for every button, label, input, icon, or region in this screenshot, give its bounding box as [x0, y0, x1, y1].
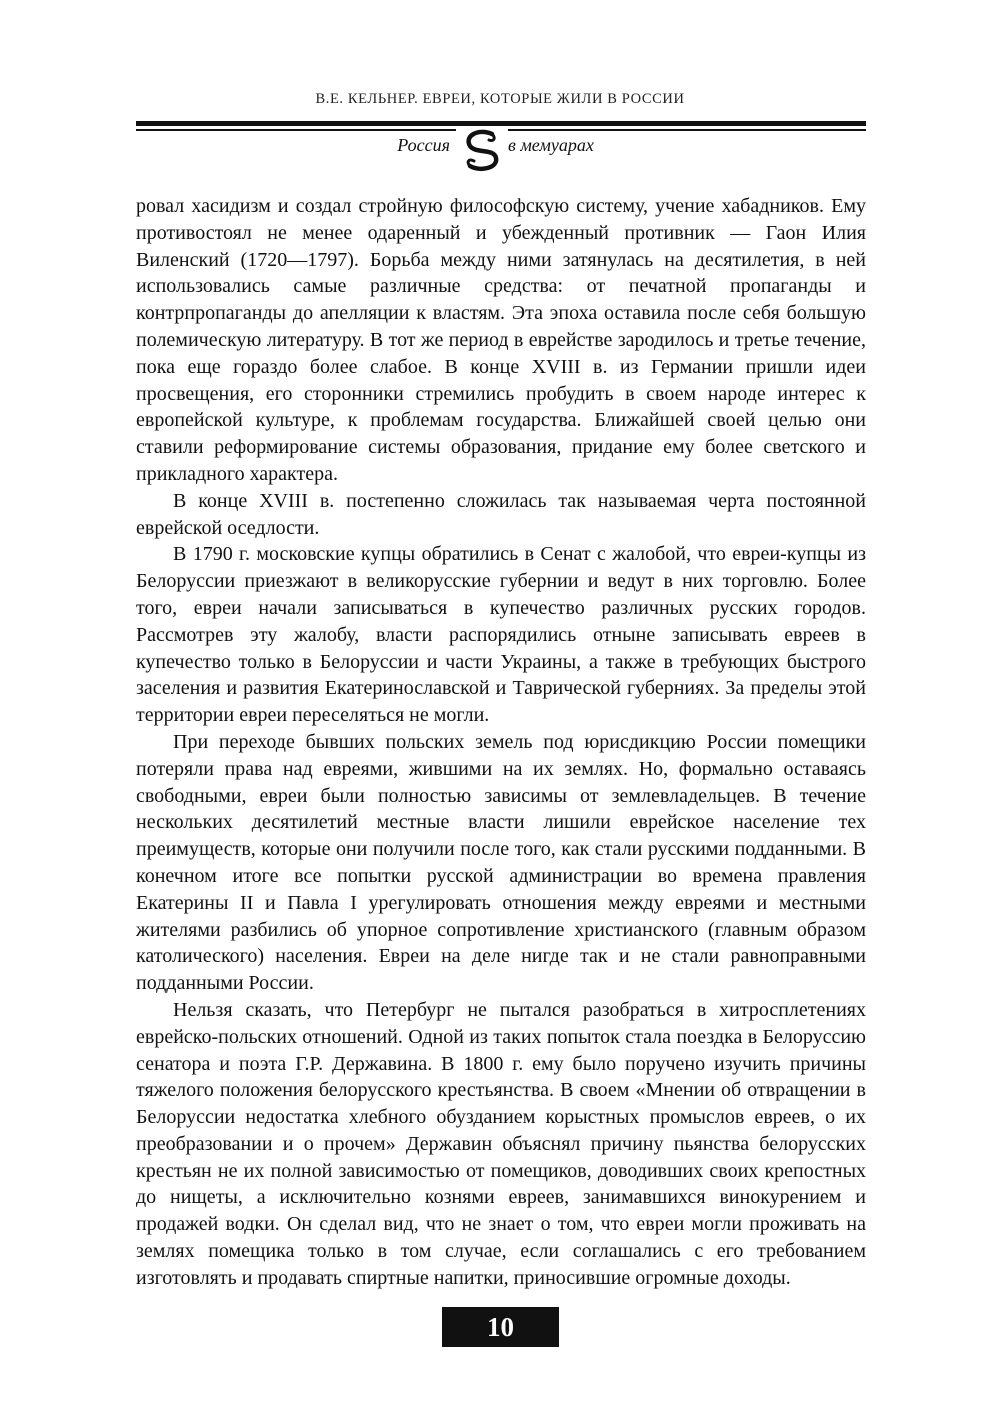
paragraph: ровал хасидизм и создал стройную философскую систему, учение хабадников. Ему противостоял не менее одаренный и убежденный противник — Гаон Илия Виленский (1720—1797). Борьба между ними затянулась на десятилетия, в ней использовались самые различные средства: от печатной пропаганды и контрпропаганды до апелляции к властям. Эта эпоха оставила после себя большую полемическую литературу. В тот же период в еврействе зародилось и третье течение, пока еще гораздо более слабое. В конце XVIII в. из Германии пришли идеи просвещения, его сторонники стремились пробудить в своем народе интерес к европейской культуре, к проблемам государства. Ближайшей своей целью они ставили реформирование системы образования, придание ему более светского и прикладного характера.	[136, 195, 866, 485]
paragraph: В 1790 г. московские купцы обратились в Сенат с жалобой, что евреи-купцы из Белоруссии приезжают в великорусские губернии и ведут в них торговлю. Более того, евреи начали записываться в купечество различных русских городов. Рассмотрев эту жалобу, власти распорядились отныне записывать евреев в купечество только в Белоруссии и части Украины, а также в требующих быстрого заселения и развития Екатеринославской и Таврической губерниях. За пределы этой территории евреи переселяться не могли.	[136, 543, 866, 727]
running-title: В.Е. КЕЛЬНЕР. ЕВРЕИ, КОТОРЫЕ ЖИЛИ В РОССИИ	[315, 91, 685, 107]
paragraph: Нельзя сказать, что Петербург не пытался разобраться в хитросплетениях еврейско-польских отношений. Одной из таких попыток стала поездка в Белоруссию сенатора и поэта Г.Р. Державина. В 1800 г. ему было поручено изучить причины тяжелого положения белорусского крестьянства. В своем «Мнении об отвращении в Белоруссии недостатка хлебного обузданием корыстных промыслов евреев, о их преобразовании и о прочем» Державин объяснял причину пьянства белорусских крестьян не их полной зависимостью от помещиков, доводивших своих крепостных до нищеты, а исключительно кознями евреев, занимавшихся винокурением и продажей водки. Он сделал вид, что не знает о том, что евреи могли проживать на землях помещика только в том случае, если соглашались с его требованием изготовлять и продавать спиртные напитки, приносившие огромные доходы.	[136, 998, 866, 1289]
paragraph: В конце XVIII в. постепенно сложилась так называемая черта постоянной еврейской оседлости.	[136, 489, 866, 539]
series-title-right: в мемуарах	[508, 135, 594, 155]
series-title-left: Россия	[397, 135, 450, 155]
series-emblem	[0, 128, 1000, 176]
ornamental-s-swirl-icon	[456, 126, 508, 174]
page-number: 10	[442, 1307, 559, 1347]
body-text	[136, 193, 866, 1292]
paragraph: При переходе бывших польских земель под юрисдикцию России помещики потеряли права над евреями, жившими на их землях. Но, формально оставаясь свободными, евреи были полностью зависимы от землевладельцев. В течение нескольких десятилетий местные власти лишили еврейское население тех преимуществ, которые они получили после того, как стали русскими подданными. В конечном итоге все попытки русской администрации во времена правления Екатерины II и Павла I урегулировать отношения между евреями и местными жителями разбились об упорное сопротивление христианского (главным образом католического) населения. Евреи на деле нигде так и не стали равноправными подданными России.	[136, 730, 866, 995]
